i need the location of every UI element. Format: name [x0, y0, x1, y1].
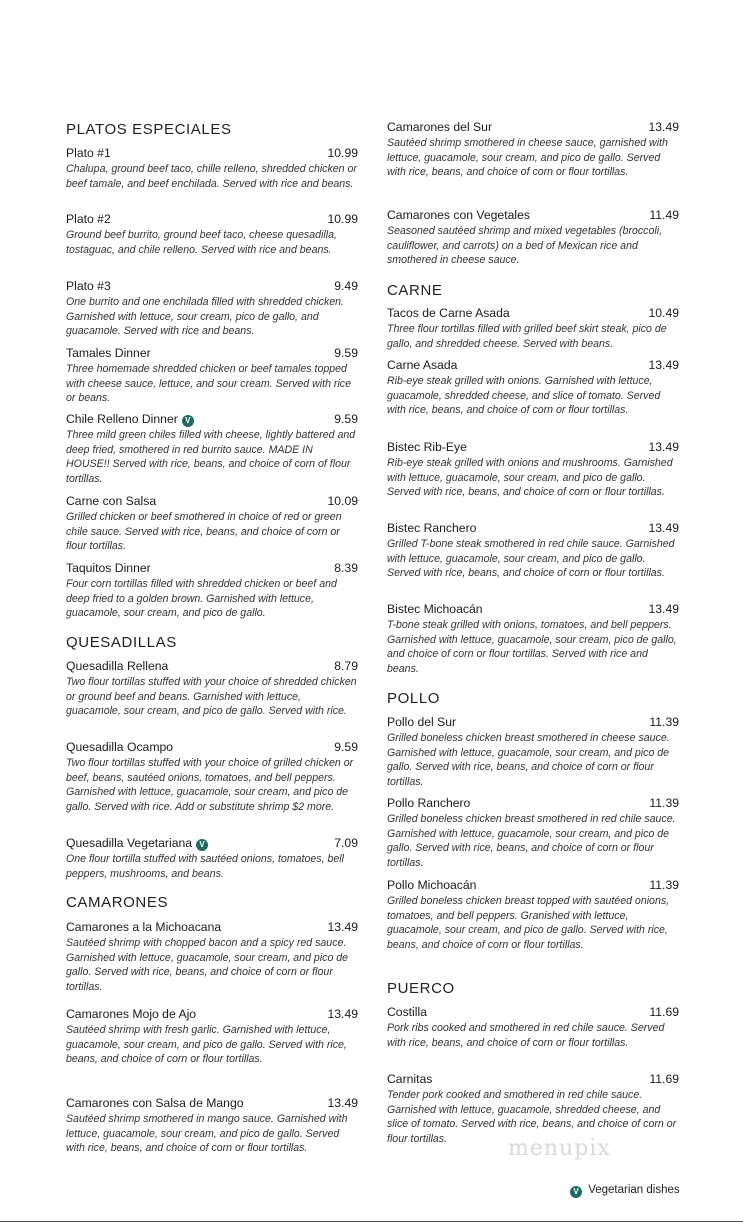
item-description: Grilled boneless chicken breast smothered in red chile sauce. Garnished with lettuce, guacamole, sour cream, and pico de gallo. Served with rice, beans, and choice of corn or flour tortillas.: [387, 813, 676, 869]
section-heading-quesadillas: QUESADILLAS: [66, 634, 177, 651]
item-price: 13.49: [327, 920, 358, 934]
item-price: 13.49: [648, 521, 679, 535]
item-description: Ground beef burrito, ground beef taco, cheese quesadilla, tostaguac, and chile relleno. Served with rice and beans.: [66, 229, 337, 256]
item-description: Chalupa, ground beef taco, chille relleno, shredded chicken or beef tamale, and beef enchilada. Served with rice and beans.: [66, 163, 357, 190]
item-price: 11.49: [649, 208, 679, 222]
item-description: Sautéed shrimp smothered in mango sauce. Garnished with lettuce, guacamole, sour cream, and pico de gallo. Served with rice, beans, and choice of corn or flour tortillas.: [66, 1113, 348, 1155]
item-price: 7.09: [334, 836, 358, 850]
section-heading-platos-especiales: PLATOS ESPECIALES: [66, 121, 232, 138]
item-name: Camarones a la Michoacana: [66, 920, 222, 934]
vegetarian-icon: V: [196, 839, 208, 851]
item-description: Grilled boneless chicken breast smothered in cheese sauce. Garnished with lettuce, guacamole, sour cream, and pico de gallo. Served with rice, beans, and choice of corn or flour tortillas.: [387, 732, 670, 788]
page-bottom-rule: [0, 1221, 743, 1222]
item-name: Bistec Ranchero: [387, 521, 477, 535]
item-name: Camarones Mojo de Ajo: [66, 1007, 197, 1021]
item-description: Rib-eye steak grilled with onions. Garnished with lettuce, guacamole, shredded cheese, and slice of tomato. Served with rice, beans, and choice of corn or flour tortillas.: [387, 375, 661, 417]
section-heading-carne: CARNE: [387, 282, 443, 299]
item-name: Costilla: [387, 1005, 427, 1019]
item-price: 9.59: [334, 346, 358, 360]
item-description: Tender pork cooked and smothered in red chile sauce. Garnished with lettuce, guacamole, shredded cheese, and slice of tomato. Served with rice, beans, and choice of corn or flour tortillas.: [387, 1089, 677, 1145]
item-name-row: [66, 412, 194, 427]
item-price: 13.49: [648, 440, 679, 454]
vegetarian-legend-label: Vegetarian dishes: [588, 1184, 680, 1196]
item-name: Carnitas: [387, 1072, 433, 1086]
item-price: 11.69: [649, 1072, 679, 1086]
vegetarian-legend: [570, 1184, 680, 1198]
item-description: Seasoned sautéed shrimp and mixed vegetables (broccoli, cauliflower, and carrots) on a bed of Mexican rice and smothered in cheese sauce.: [387, 225, 663, 267]
item-description: Two flour tortillas stuffed with your choice of grilled chicken or beef, beans, sautéed onions, tomatoes, and bell peppers. Garnished with lettuce, guacamole, sour cream, and pico de gallo. Served with rice. Add or substitute shrimp $2 more.: [66, 757, 354, 813]
item-description: Three mild green chiles filled with cheese, lightly battered and deep fried, smothered in red burrito sauce. MADE IN HOUSE!! Served with rice, beans, and choice of corn of flour tortillas.: [66, 429, 356, 485]
item-price: 8.39: [334, 561, 358, 575]
item-price: 13.49: [648, 120, 679, 134]
item-price: 13.49: [327, 1096, 358, 1110]
item-description: Sautéed shrimp with chopped bacon and a spicy red sauce. Garnished with lettuce, guacamole, sour cream, and pico de gallo. Served with rice, beans, and choice of corn or flour tortillas.: [66, 937, 349, 993]
vegetarian-icon: V: [182, 415, 194, 427]
item-price: 9.49: [334, 279, 358, 293]
item-description: Three flour tortillas filled with grilled beef skirt steak, pico de gallo, and shredded cheese. Served with beans.: [387, 323, 667, 350]
item-name: Plato #3: [66, 279, 111, 293]
item-description: Pork ribs cooked and smothered in red chile sauce. Served with rice, beans, and choice of corn or flour tortillas.: [387, 1022, 665, 1049]
item-name: Quesadilla Vegetariana: [66, 836, 193, 850]
item-description: Grilled chicken or beef smothered in choice of red or green chile sauce. Served with rice, beans, and choice of corn or flour tortillas.: [66, 511, 342, 553]
item-price: 8.79: [334, 659, 358, 673]
item-name: Plato #2: [66, 212, 111, 226]
item-name: Quesadilla Rellena: [66, 659, 169, 673]
section-heading-pollo: POLLO: [387, 690, 441, 707]
item-name: Pollo Michoacán: [387, 878, 477, 892]
item-description: Rib-eye steak grilled with onions and mushrooms. Garnished with lettuce, guacamole, sour cream, and pico de gallo. Served with rice, beans, and choice of corn or flour tortillas.: [387, 457, 673, 499]
item-price: 13.49: [648, 602, 679, 616]
item-price: 10.49: [648, 306, 679, 320]
item-name: Tamales Dinner: [66, 346, 151, 360]
item-name: Pollo del Sur: [387, 715, 457, 729]
item-description: Two flour tortillas stuffed with your choice of shredded chicken or ground beef and beans. Garnished with lettuce, guacamole, sour cream, and pico de gallo. Served with rice.: [66, 676, 357, 718]
watermark: menupix: [508, 1136, 611, 1161]
item-price: 9.59: [334, 740, 358, 754]
item-name: Camarones con Vegetales: [387, 208, 530, 222]
item-name: Tacos de Carne Asada: [387, 306, 510, 320]
item-price: 11.39: [649, 715, 679, 729]
item-name: Plato #1: [66, 146, 111, 160]
item-name: Carne Asada: [387, 358, 458, 372]
item-description: Three homemade shredded chicken or beef tamales topped with cheese sauce, lettuce, and sour cream. Served with rice or beans.: [66, 363, 351, 405]
vegetarian-icon: V: [570, 1186, 582, 1198]
item-name: Bistec Michoacán: [387, 602, 483, 616]
item-price: 13.49: [648, 358, 679, 372]
item-name: Camarones con Salsa de Mango: [66, 1096, 244, 1110]
item-price: 10.99: [327, 146, 358, 160]
item-price: 9.59: [334, 412, 358, 426]
item-price: 10.99: [327, 212, 358, 226]
item-description: Sautéed shrimp with fresh garlic. Garnished with lettuce, guacamole, sour cream, and pico de gallo. Served with rice, beans, and choice of corn or flour tortillas.: [66, 1024, 347, 1066]
item-name-row: [66, 836, 208, 851]
item-description: T-bone steak grilled with onions, tomatoes, and bell peppers. Garnished with lettuce, guacamole, sour cream, pico de gallo, and choice of corn or flour tortillas. Served with rice and beans.: [387, 619, 677, 675]
item-name: Carne con Salsa: [66, 494, 157, 508]
item-price: 13.49: [327, 1007, 358, 1021]
item-price: 11.39: [649, 878, 679, 892]
item-description: Grilled T-bone steak smothered in red chile sauce. Garnished with lettuce, guacamole, sour cream, and pico de gallo. Served with rice, beans, and choice of corn or flour tortillas.: [387, 538, 675, 580]
item-description: Grilled boneless chicken breast topped with sautéed onions, tomatoes, and bell peppers. Granished with lettuce, guacamole, sour cream, and pico de gallo. Served with rice, beans, and choice of corn or flour tortillas.: [387, 895, 670, 951]
section-heading-camarones: CAMARONES: [66, 894, 169, 911]
item-price: 10.09: [327, 494, 358, 508]
item-name: Chile Relleno Dinner: [66, 412, 178, 426]
item-description: One burrito and one enchilada filled with shredded chicken. Garnished with lettuce, sour cream, pico de gallo, and guacamole. Served with rice and beans.: [66, 296, 344, 338]
item-name: Camarones del Sur: [387, 120, 492, 134]
section-heading-puerco: PUERCO: [387, 980, 455, 997]
item-description: Sautéed shrimp smothered in cheese sauce, garnished with lettuce, guacamole, sour cream, and pico de gallo. Served with rice, beans, and choice of corn or flour tortillas.: [387, 137, 668, 179]
item-price: 11.39: [649, 796, 679, 810]
item-description: One flour tortilla stuffed with sautéed onions, tomatoes, bell peppers, mushrooms, and beans.: [66, 853, 344, 880]
item-name: Bistec Rib-Eye: [387, 440, 467, 454]
item-price: 11.69: [649, 1005, 679, 1019]
item-name: Pollo Ranchero: [387, 796, 471, 810]
item-name: Taquitos Dinner: [66, 561, 151, 575]
item-description: Four corn tortillas filled with shredded chicken or beef and deep fried to a golden brown. Garnished with lettuce, guacamole, sour cream, and pico de gallo.: [66, 578, 337, 620]
item-name: Quesadilla Ocampo: [66, 740, 174, 754]
